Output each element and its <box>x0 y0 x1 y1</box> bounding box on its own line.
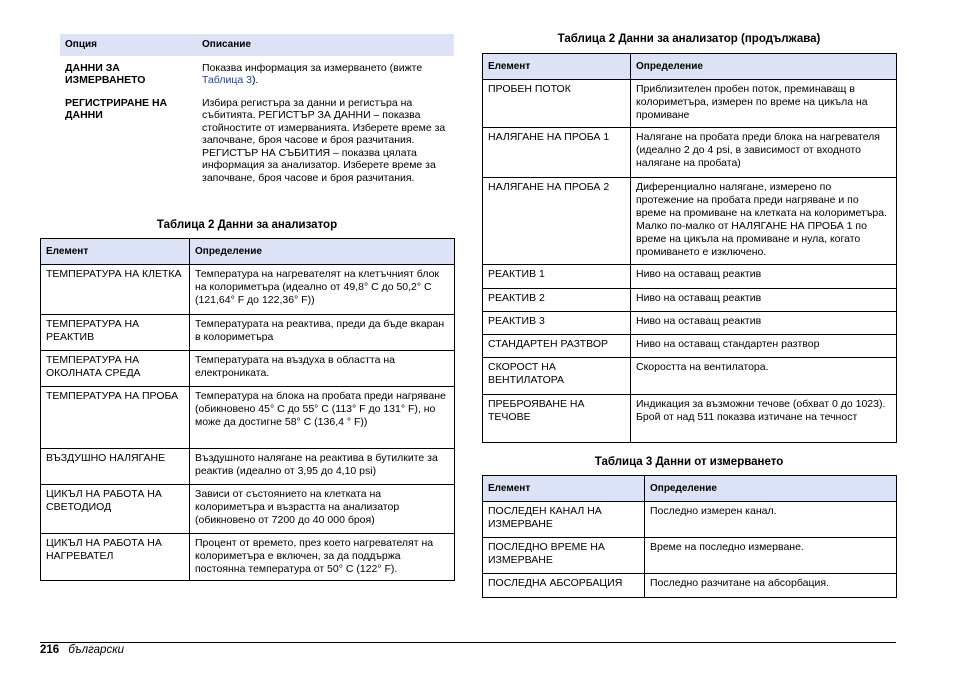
element-cell: НАЛЯГАНЕ НА ПРОБА 2 <box>483 178 631 265</box>
table-row <box>483 502 897 538</box>
definition-cell: Въздушното налягане на реактива в бутилките за реактив (идеално от 3,95 до 4,10 psi) <box>190 449 455 485</box>
definition-cell: Температурата на въздуха в областта на електрониката. <box>190 351 455 387</box>
table2-header-element: Елемент <box>41 239 190 265</box>
table-row <box>483 538 897 574</box>
footer-divider <box>40 642 896 643</box>
option-name: РЕГИСТРИРАНЕ НА ДАННИ <box>65 96 168 121</box>
table3-header-definition: Определение <box>645 476 897 502</box>
table-row <box>483 358 897 395</box>
definition-cell: Приблизителен пробен поток, преминаващ в колориметъра, измерен по време на цикъла на промиване <box>631 80 897 128</box>
element-cell: СКОРОСТ НА ВЕНТИЛАТОРА <box>483 358 631 395</box>
table-row <box>41 534 455 581</box>
table2-caption: Таблица 2 Данни за анализатор <box>156 219 338 231</box>
definition-cell: Температура на нагревателят на клетъчният блок на колориметъра (идеално от 49,8° C до 50,2° C (121,64° F до 122,36° F)) <box>190 265 455 315</box>
table-row <box>60 91 454 189</box>
element-cell: ПРОБЕН ПОТОК <box>483 80 631 128</box>
table-row <box>483 574 897 598</box>
definition-cell: Индикация за възможни течове (обхват 0 до 1023). Брой от над 511 показва изтичане на течност <box>631 395 897 443</box>
table-row <box>483 335 897 358</box>
options-table <box>60 34 454 188</box>
element-cell: ЦИКЪЛ НА РАБОТА НА СВЕТОДИОД <box>41 485 190 534</box>
definition-cell: Зависи от състоянието на клетката на колориметъра и възрастта на анализатор (обикновено от 7200 до 40 000 броя) <box>190 485 455 534</box>
definition-cell: Скоростта на вентилатора. <box>631 358 897 395</box>
table-row <box>41 315 455 351</box>
option-description: Показва информация за измерването (вижте Таблица 3). <box>202 61 423 86</box>
element-cell: НАЛЯГАНЕ НА ПРОБА 1 <box>483 128 631 178</box>
definition-cell: Процент от времето, през което нагревателят на колориметъра е включен, за да поддържа постоянна температура от 50° C (122° F). <box>190 534 455 581</box>
table2-continued <box>482 53 897 443</box>
element-cell: ТЕМПЕРАТУРА НА РЕАКТИВ <box>41 315 190 351</box>
definition-cell: Температурата на реактива, преди да бъде вкаран в колориметъра <box>190 315 455 351</box>
table-row <box>41 351 455 387</box>
table2-cont-header-element: Елемент <box>483 54 631 80</box>
element-cell: РЕАКТИВ 2 <box>483 289 631 312</box>
element-cell: СТАНДАРТЕН РАЗТВОР <box>483 335 631 358</box>
definition-cell: Диференциално налягане, измерено по протежение на пробата преди нагряване и по време на промиване на клетката на колориметъра. Малко по-малко от НАЛЯГАНЕ НА ПРОБА 1 по време на цикъла на промиване и нула, когато промиването е изключено. <box>631 178 897 265</box>
element-cell: РЕАКТИВ 3 <box>483 312 631 335</box>
table-row <box>483 265 897 289</box>
page-footer <box>40 644 124 656</box>
table2-cont-header-definition: Определение <box>631 54 897 80</box>
element-cell: ТЕМПЕРАТУРА НА КЛЕТКА <box>41 265 190 315</box>
table-row <box>41 449 455 485</box>
footer-language: български <box>68 644 125 656</box>
definition-cell: Ниво на оставащ реактив <box>631 289 897 312</box>
table-row <box>483 128 897 178</box>
element-cell: ЦИКЪЛ НА РАБОТА НА НАГРЕВАТЕЛ <box>41 534 190 581</box>
table-row <box>483 395 897 443</box>
element-cell: ПРЕБРОЯВАНЕ НА ТЕЧОВЕ <box>483 395 631 443</box>
definition-cell: Налягане на пробата преди блока на нагревателя (идеално 2 до 4 psi, в зависимост от входното налягане на пробата) <box>631 128 897 178</box>
element-cell: ТЕМПЕРАТУРА НА ПРОБА <box>41 387 190 449</box>
element-cell: ПОСЛЕДЕН КАНАЛ НА ИЗМЕРВАНЕ <box>483 502 645 538</box>
option-name: ДАННИ ЗА ИЗМЕРВАНЕТО <box>65 61 146 86</box>
table-row <box>483 289 897 312</box>
options-header-description: Описание <box>197 34 454 56</box>
element-cell: ПОСЛЕДНА АБСОРБАЦИЯ <box>483 574 645 598</box>
table3-header-element: Елемент <box>483 476 645 502</box>
definition-cell: Ниво на оставащ реактив <box>631 265 897 289</box>
table-row <box>41 265 455 315</box>
table-row <box>483 80 897 128</box>
table2-header-definition: Определение <box>190 239 455 265</box>
element-cell: ВЪЗДУШНО НАЛЯГАНЕ <box>41 449 190 485</box>
definition-cell: Ниво на оставащ стандартен разтвор <box>631 335 897 358</box>
page-number: 216 <box>40 644 60 656</box>
element-cell: ПОСЛЕДНО ВРЕМЕ НА ИЗМЕРВАНЕ <box>483 538 645 574</box>
table-row <box>41 387 455 449</box>
table3 <box>482 475 897 598</box>
definition-cell: Температура на блока на пробата преди нагряване (обикновено 45° C до 55° C (113° F до 131° F), но може да достигне 58° C (136,4 ° F)) <box>190 387 455 449</box>
element-cell: РЕАКТИВ 1 <box>483 265 631 289</box>
options-header-option: Опция <box>60 34 197 56</box>
definition-cell: Последно разчитане на абсорбация. <box>645 574 897 598</box>
table2-cont-caption: Таблица 2 Данни за анализатор (продължава) <box>557 33 821 45</box>
table-row <box>483 312 897 335</box>
table-row <box>60 56 454 91</box>
table3-caption: Таблица 3 Данни от измерването <box>594 456 784 468</box>
table-row <box>483 178 897 265</box>
table-row <box>41 485 455 534</box>
option-description: Избира регистъра за данни и регистъра на събитията. РЕГИСТЪР ЗА ДАННИ – показва стойностите от измерванията. Изберете време за започване, броя часове и броя разчитания. РЕГИСТЪР НА СЪБИТИЯ – показва цялата информация за анализатор. Изберете време за започване, броя часове и броя разчитания. <box>202 96 446 184</box>
definition-cell: Последно измерен канал. <box>645 502 897 538</box>
definition-cell: Време на последно измерване. <box>645 538 897 574</box>
table2 <box>40 238 455 581</box>
definition-cell: Ниво на оставащ реактив <box>631 312 897 335</box>
element-cell: ТЕМПЕРАТУРА НА ОКОЛНАТА СРЕДА <box>41 351 190 387</box>
table3-link[interactable]: Таблица 3 <box>202 74 252 86</box>
